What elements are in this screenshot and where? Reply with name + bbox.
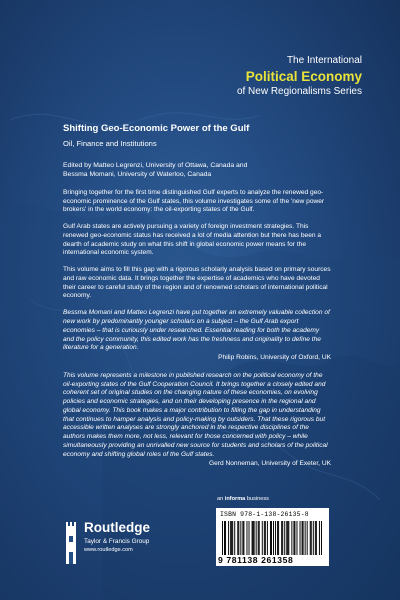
barcode-bar [287,521,288,555]
barcode-bar [293,521,294,555]
barcode-bar [256,521,257,555]
barcode-bar [303,521,304,555]
publisher-website: www.routledge.com [84,547,133,553]
routledge-tower-logo [64,522,78,566]
barcode [222,521,322,555]
barcode-bar [313,521,314,555]
barcode-bar [294,521,295,555]
barcode-bar [264,521,265,555]
barcode-bar [262,521,263,555]
back-cover-text [63,123,331,478]
review-quote: This volume represents a milestone in published research on the political economy of the oil-exporting states of the Gulf Cooperation Council. It brings together a closely edited and coherent set of original studies on the changing nature of these economies, on evolving policies and economic strategies, and on their developing presence in the regional and global economy. This book makes a major contribution to filling the gap in understanding that continues to hamper analysis and policy-making by outsiders. That these rigorous but accessible written analyses are strongly anchored in the respective disciplines of the authors makes them more, not less, relevant for those concerned with policy – while simultaneously providing an unrivalled new source for students and scholars of the political economy and shifting global roles of the Gulf states. [63,371,328,458]
barcode-bar [237,521,238,555]
barcode-bar [243,521,244,555]
review-attribution: Philip Robins, University of Oxford, UK [218,354,331,362]
editors: Edited by Matteo Legrenzi, University of Ottawa, Canada and Bessma Momani, University of Waterloo, Canada [63,161,248,178]
book-subtitle: Oil, Finance and Institutions [63,138,157,148]
barcode-bar [278,521,279,555]
barcode-bar [284,521,285,555]
series-line-1: The International [286,55,362,66]
barcode-bar [231,521,232,555]
blurb-paragraph: Gulf Arab states are actively pursuing a variety of foreign investment strategies. This renewed geo-economic status has received a lot of media attention but there has been a dearth of academic study on what this shift in global economic power means for the international economic system. [63,223,322,257]
barcode-bar [270,521,271,555]
barcode-bar [238,521,239,555]
barcode-bar [300,521,301,555]
barcode-bar [321,521,322,555]
barcode-bar [302,521,303,555]
barcode-bar [252,521,253,555]
barcode-bar [258,521,259,555]
publisher-group: Taylor & Francis Group [84,538,150,545]
isbn-barcode-box [216,508,329,566]
publisher-name: Routledge [84,520,150,535]
isbn-number: ISBN 978-1-138-26135-8 [220,511,309,518]
barcode-bar [296,521,297,555]
barcode-bar [277,521,278,555]
barcode-bar [316,521,317,555]
barcode-bar [307,521,308,555]
barcode-bar [282,521,283,555]
series-line-2: Political Economy [245,68,362,84]
barcode-bar [311,521,312,555]
barcode-bar [271,521,272,555]
barcode-bar [234,521,235,555]
barcode-bar [240,521,241,555]
barcode-bar [291,521,292,555]
barcode-bar [288,521,289,555]
barcode-bar [319,521,320,555]
barcode-bar [242,521,243,555]
barcode-bar [259,521,260,555]
barcode-bar [222,521,223,555]
barcode-bar [225,521,226,555]
series-line-3: of New Regionalisms Series [236,86,362,98]
book-title: Shifting Geo-Economic Power of the Gulf [63,123,250,134]
review-attribution: Gerd Nonneman, University of Exeter, UK [208,460,331,468]
barcode-bar [253,521,254,555]
barcode-bar [310,521,311,555]
barcode-bar [315,521,316,555]
barcode-bar [224,521,225,555]
series-title [237,55,362,98]
barcode-digits: 9 781138 261358 [218,555,294,565]
barcode-bar [228,521,229,555]
informa-business-label [217,496,269,502]
barcode-bar [281,521,282,555]
informa-brand: informa [224,496,246,502]
review-quote: Bessma Momani and Matteo Legrenzi have put together an extremely valuable collection of new work by predominantly younger scholars on a subject – the Gulf Arab export economies – that is curiously under researched. Essential reading for both the academy and the policy community, this edited work has the freshness and originality to define the literature for a generation. [63,309,330,352]
blurb-paragraph: Bringing together for the first time distinguished Gulf experts to analyze the renewed geo-economic prominence of the Gulf states, this volume investigates some of the 'new power brokers' in the world economy: the oil-exporting states of the Gulf. [63,188,325,214]
barcode-bar [286,521,287,555]
barcode-bar [254,521,255,555]
informa-prefix: an [217,496,225,502]
barcode-bar [273,521,274,555]
barcode-bar [230,521,231,555]
barcode-bar [305,521,306,555]
barcode-bar [249,521,250,555]
barcode-bar [232,521,233,555]
barcode-bar [267,521,268,555]
barcode-bar [246,521,247,555]
blurb-paragraph: This volume aims to fill this gap with a rigorous scholarly analysis based on primary sources and raw economic data. It brings together the expertise of academics who have devoted their career to careful study of the region and of renowned scholars of international political economy. [63,266,331,300]
informa-suffix: business [245,496,269,502]
barcode-bar [265,521,266,555]
barcode-bar [275,521,276,555]
